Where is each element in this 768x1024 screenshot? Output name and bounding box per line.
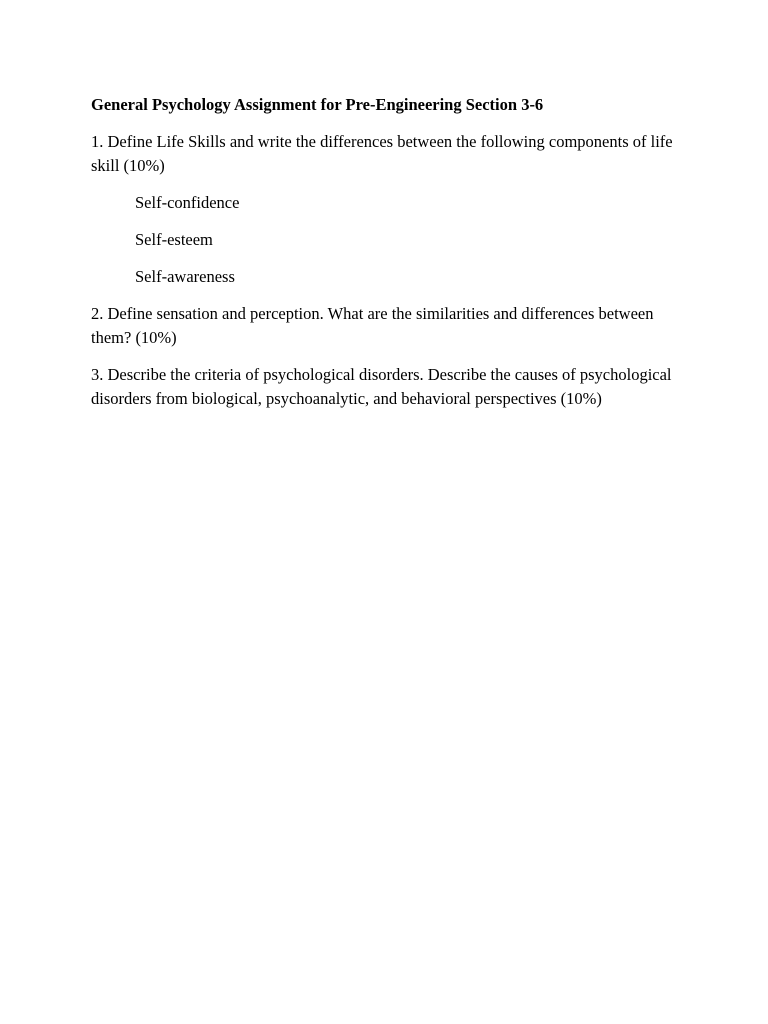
list-item-self-confidence: Self-confidence	[135, 193, 240, 212]
list-item-self-esteem: Self-esteem	[135, 230, 213, 249]
document-body	[91, 93, 681, 424]
question-3: 3. Describe the criteria of psychological disorders. Describe the causes of psychological disorders from biological, psychoanalytic, and behavioral perspectives (10%)	[91, 365, 672, 408]
assignment-title: General Psychology Assignment for Pre-Engineering Section 3-6	[91, 95, 544, 114]
question-1: 1. Define Life Skills and write the differences between the following components of life skill (10%)	[91, 132, 673, 175]
list-item-self-awareness: Self-awareness	[135, 267, 235, 286]
question-2: 2. Define sensation and perception. What are the similarities and differences between them? (10%)	[91, 304, 654, 347]
life-skill-components-list	[91, 191, 681, 289]
